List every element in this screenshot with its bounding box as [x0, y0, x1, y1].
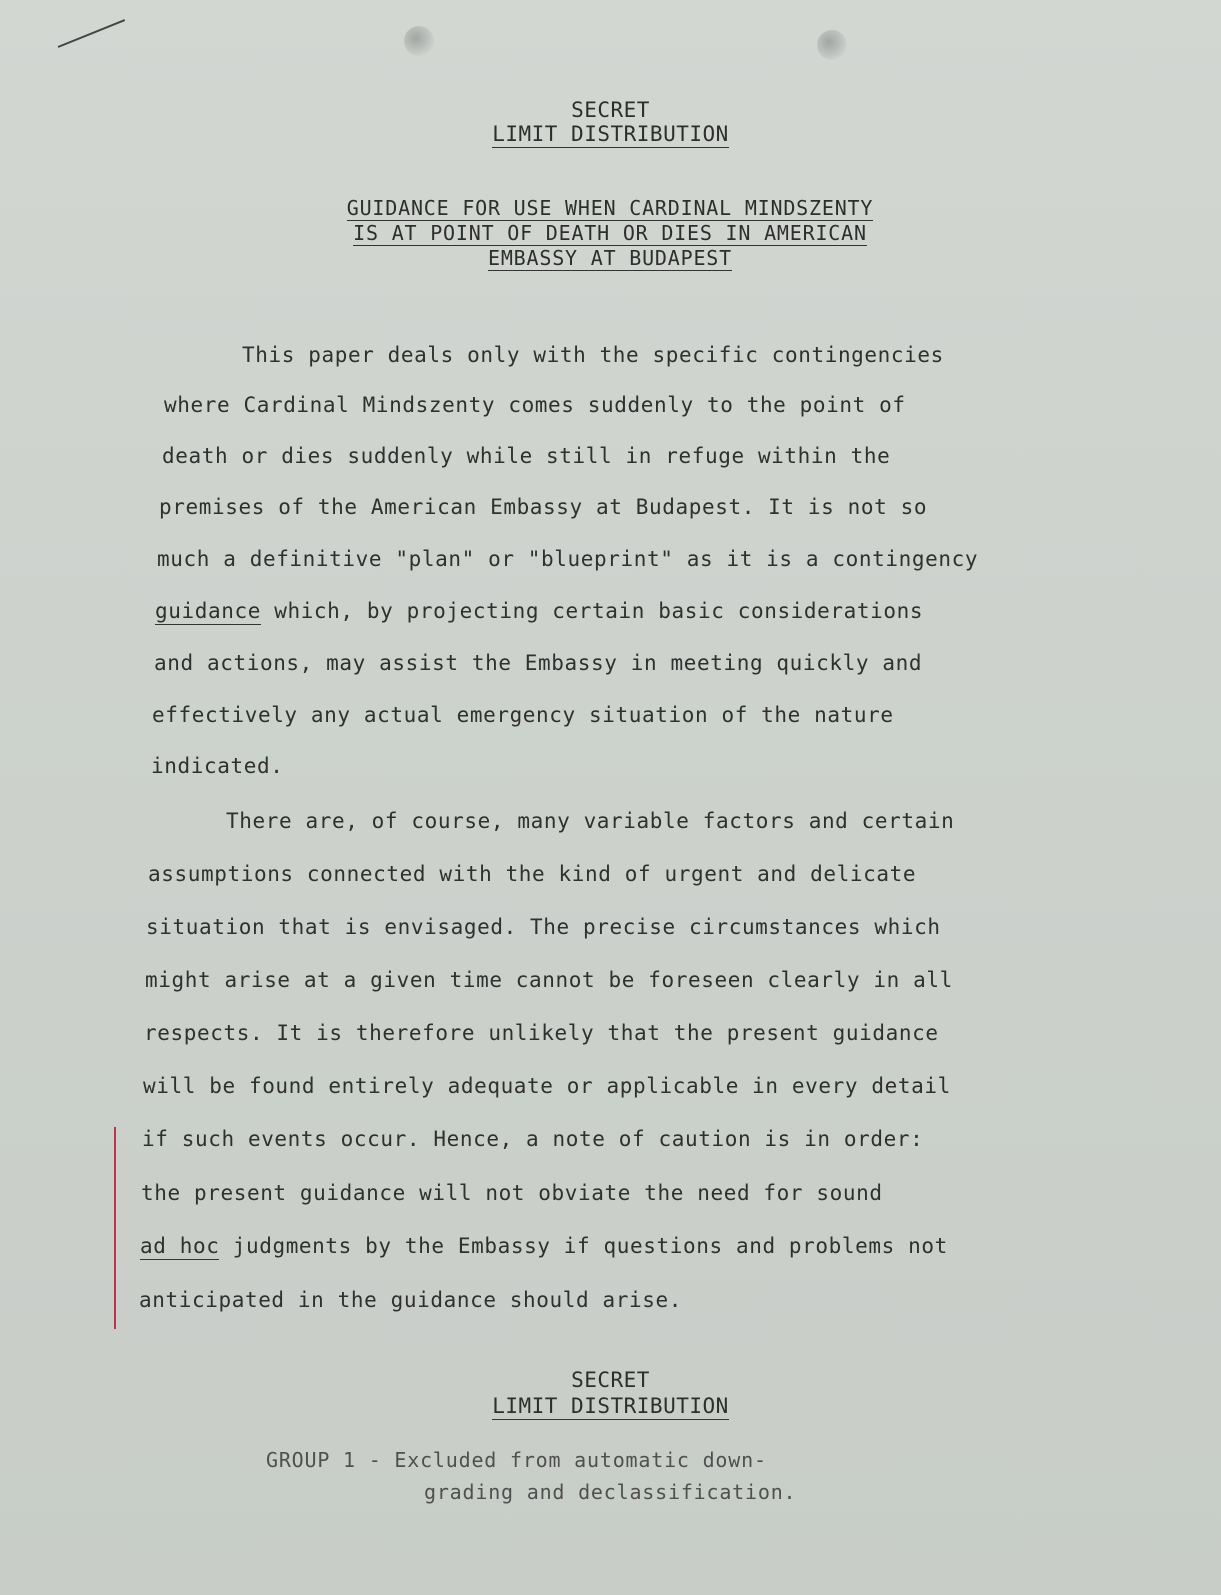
para1-line-1: This paper deals only with the specific contingencies — [242, 343, 944, 367]
para1-line-5: much a definitive "plan" or "blueprint" as it is a contingency — [157, 547, 979, 571]
para2-line-9-text: judgments by the Embassy if questions and problems not — [232, 1234, 948, 1258]
margin-marker-line — [114, 1127, 116, 1329]
para1-line-7: and actions, may assist the Embassy in meeting quickly and — [154, 651, 923, 675]
para1-line-6-text: which, by projecting certain basic considerations — [274, 599, 924, 623]
distribution-header-text: LIMIT DISTRIBUTION — [492, 122, 729, 146]
punch-hole — [404, 26, 434, 56]
para1-line-2: where Cardinal Mindszenty comes suddenly to the point of — [164, 393, 906, 417]
para2-line-4: might arise at a given time cannot be foreseen clearly in all — [145, 968, 953, 992]
para2-line-2: assumptions connected with the kind of urgent and delicate — [148, 862, 917, 886]
classification-header: SECRET — [571, 98, 650, 122]
underlined-guidance: guidance — [155, 599, 261, 623]
para2-line-9 — [140, 1234, 948, 1258]
para2-line-6: will be found entirely adequate or applicable in every detail — [143, 1074, 951, 1098]
title-line-2: IS AT POINT OF DEATH OR DIES IN AMERICAN — [353, 221, 867, 245]
underlined-ad-hoc: ad hoc — [140, 1234, 220, 1258]
para2-line-10: anticipated in the guidance should arise. — [139, 1288, 682, 1312]
para1-line-9: indicated. — [151, 754, 284, 778]
distribution-footer-text: LIMIT DISTRIBUTION — [492, 1394, 729, 1418]
title-line-3: EMBASSY AT BUDAPEST — [488, 246, 732, 270]
para1-line-8: effectively any actual emergency situation of the nature — [152, 703, 894, 727]
pen-tick-mark — [58, 19, 126, 48]
group-declassification-note: GROUP 1 - Excluded from automatic down- — [266, 1448, 767, 1472]
para1-line-4: premises of the American Embassy at Budapest. It is not so — [159, 495, 928, 519]
document-title — [280, 196, 940, 271]
distribution-header — [0, 122, 1221, 146]
para2-line-7: if such events occur. Hence, a note of caution is in order: — [142, 1127, 924, 1151]
para1-line-6 — [155, 599, 923, 623]
title-line-1: GUIDANCE FOR USE WHEN CARDINAL MINDSZENTY — [346, 196, 874, 220]
para2-line-5: respects. It is therefore unlikely that the present guidance — [144, 1021, 939, 1045]
classification-footer: SECRET — [571, 1368, 650, 1392]
para2-line-1: There are, of course, many variable factors and certain — [226, 809, 955, 833]
punch-hole — [817, 30, 847, 60]
group-declassification-note-cont: grading and declassification. — [424, 1480, 797, 1504]
distribution-footer — [0, 1394, 1221, 1418]
para1-line-3: death or dies suddenly while still in refuge within the — [162, 444, 891, 468]
para2-line-8: the present guidance will not obviate the need for sound — [141, 1181, 883, 1205]
para2-line-3: situation that is envisaged. The precise circumstances which — [146, 915, 941, 939]
